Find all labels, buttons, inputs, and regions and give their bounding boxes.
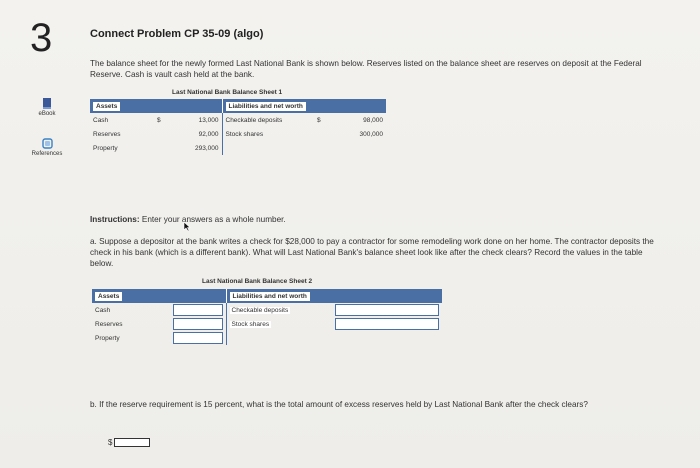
liability-label: Checkable deposits (231, 306, 289, 314)
asset-label: Cash (93, 116, 109, 124)
asset-label: Property (95, 334, 120, 342)
asset-value: 13,000 (198, 116, 219, 124)
dollar-sign (314, 127, 328, 141)
instructions-text: Enter your answers as a whole number. (141, 215, 286, 224)
stock-shares-input[interactable] (335, 318, 439, 330)
asset-value: 92,000 (198, 130, 219, 138)
ebook-link[interactable] (22, 98, 72, 117)
dollar-sign: $ (108, 438, 113, 447)
sheet2-caption: Last National Bank Balance Sheet 2 (202, 278, 313, 285)
excess-reserves-field (108, 438, 150, 447)
dollar-sign (154, 127, 166, 141)
dollar-sign: $ (157, 116, 161, 124)
dollar-sign: $ (317, 116, 321, 124)
instructions-label: Instructions: (90, 215, 140, 224)
instructions (90, 214, 660, 225)
mouse-cursor-icon (183, 221, 191, 232)
part-a-text: a. Suppose a depositor at the bank writes a check for $28,000 to pay a contractor for some remodeling work done on her home. The contractor deposits the check in his bank (which is a different bank). What will Last National Bank's balance sheet look like after the check clears? Record the values in the table below. (90, 237, 654, 268)
excess-reserves-input[interactable] (114, 438, 150, 447)
sheet1-liabilities-header: Liabilities and net worth (226, 102, 306, 111)
balance-sheet-1 (90, 99, 386, 155)
intro-text: The balance sheet for the newly formed Last National Bank is shown below. Reserves listed on the balance sheet are reserves on deposit at the Federal Reserve. Cash is vault cash held at the bank. (90, 59, 642, 79)
liability-label: Stock shares (231, 320, 270, 328)
table-row (92, 317, 442, 331)
asset-label: Cash (95, 306, 111, 314)
asset-label: Property (93, 144, 118, 152)
liability-label: Stock shares (222, 127, 314, 141)
reserves-input[interactable] (173, 318, 223, 330)
references-label: References (31, 151, 63, 157)
references-link[interactable] (22, 138, 72, 157)
asset-label: Reserves (93, 130, 121, 138)
book-icon (42, 98, 52, 109)
sheet1-assets-header: Assets (93, 102, 120, 111)
sheet2-liabilities-header: Liabilities and net worth (230, 292, 310, 301)
table-row (90, 127, 386, 141)
ebook-label: eBook (38, 111, 56, 117)
asset-label: Reserves (95, 320, 123, 328)
checkable-deposits-input[interactable] (335, 304, 439, 316)
balance-sheet-2 (92, 289, 442, 345)
dollar-sign (314, 141, 328, 155)
liability-value (328, 141, 386, 155)
table-row (90, 113, 386, 127)
liability-value: 300,000 (359, 130, 383, 138)
table-row (92, 303, 442, 317)
table-row (90, 141, 386, 155)
sheet2-assets-header: Assets (95, 292, 122, 301)
part-b-text: b. If the reserve requirement is 15 percent, what is the total amount of excess reserves held by Last National Bank after the check clears? (90, 400, 588, 409)
liability-label (226, 331, 332, 345)
dollar-sign (154, 141, 166, 155)
references-icon (42, 138, 53, 149)
liability-value: 98,000 (363, 116, 383, 124)
table-row (92, 331, 442, 345)
cash-input[interactable] (173, 304, 223, 316)
liability-label: Checkable deposits (222, 113, 314, 127)
property-input[interactable] (173, 332, 223, 344)
problem-title: Connect Problem CP 35-09 (algo) (90, 28, 264, 40)
sheet1-caption: Last National Bank Balance Sheet 1 (172, 89, 283, 96)
question-number: 3 (30, 16, 53, 60)
asset-value: 293,000 (195, 144, 219, 152)
liability-label (222, 141, 314, 155)
